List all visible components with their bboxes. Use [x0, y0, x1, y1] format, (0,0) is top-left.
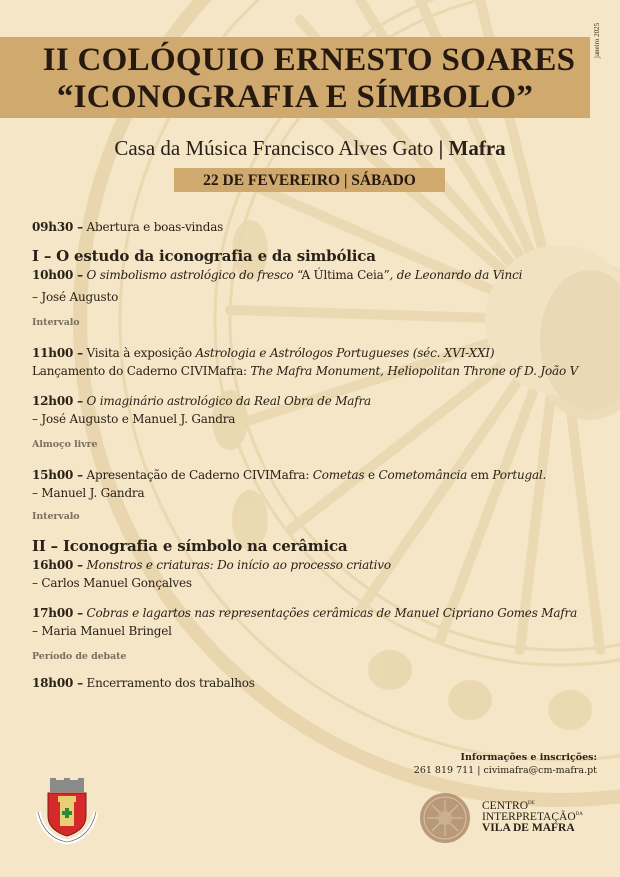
time: 10h00 – — [32, 268, 83, 282]
contact-details — [380, 764, 597, 778]
talk-title-quote: “A Última Ceia” — [297, 268, 390, 282]
break-label: Intervalo — [32, 317, 80, 328]
speaker: – José Augusto e Manuel J. Gandra — [32, 412, 236, 426]
time: 18h00 – — [32, 676, 83, 690]
item-text: Visita à exposição — [86, 346, 196, 360]
venue-separator: | — [438, 136, 444, 160]
book-title: The Mafra Monument, Heliopolitan Throne of D. João V — [250, 364, 579, 378]
program-item-visit — [32, 344, 607, 362]
exhibition-title: Astrologia e Astrólogos Portugueses (séc. XVI-XXI) — [195, 346, 495, 360]
event-subtitle: “ICONOGRAFIA E SÍMBOLO” — [56, 79, 534, 115]
talk-title-end: , de Leonardo da Vinci — [389, 268, 523, 282]
break-label: Intervalo — [32, 511, 80, 522]
program-item-opening — [32, 218, 607, 236]
program-item-launch — [32, 362, 607, 380]
program-item-talk — [32, 604, 607, 622]
section-title-2: II – Iconografia e símbolo na cerâmica — [32, 537, 348, 555]
centre-logo-text — [482, 801, 583, 834]
program-item-talk — [32, 466, 607, 484]
talk-title: O simbolismo astrológico do fresco — [86, 268, 298, 282]
time: 15h00 – — [32, 468, 83, 482]
program-item-talk — [32, 392, 607, 410]
coat-of-arms-icon — [36, 778, 98, 846]
debate-label: Período de debate — [32, 651, 127, 662]
phone-number[interactable]: 261 819 711 — [413, 765, 475, 776]
program-item-talk — [32, 556, 607, 574]
logo-line: INTERPRETAÇÃO — [482, 811, 576, 823]
logo-small: DA — [575, 812, 583, 817]
contact-separator: | — [477, 765, 481, 776]
speaker: – José Augusto — [32, 290, 119, 304]
book-title-part: em — [467, 468, 493, 482]
talk-title: Cobras e lagartos nas representações cerâmicas de Manuel Cipriano Gomes Mafra — [86, 606, 578, 620]
section-title-1: I – O estudo da iconografia e da simbólica — [32, 247, 376, 265]
item-text: Apresentação de Caderno CIVIMafra: — [86, 468, 313, 482]
book-title-part: Cometomância — [378, 468, 468, 482]
item-text: Encerramento dos trabalhos — [86, 676, 255, 690]
logo-line: CENTRO — [482, 800, 528, 812]
time: 09h30 – — [32, 220, 83, 234]
time: 17h00 – — [32, 606, 83, 620]
talk-title: O imaginário astrológico da Real Obra de Mafra — [86, 394, 371, 408]
program — [32, 218, 607, 692]
book-title-part: Portugal. — [492, 468, 547, 482]
item-text: Lançamento do Caderno CIVIMafra: — [32, 364, 251, 378]
speaker: – Carlos Manuel Gonçalves — [32, 576, 192, 590]
venue — [0, 136, 620, 161]
logo-line: VILA DE MAFRA — [482, 822, 575, 834]
speaker: – Manuel J. Gandra — [32, 486, 145, 500]
speaker: – Maria Manuel Bringel — [32, 624, 172, 638]
date-banner: 22 DE FEVEREIRO | SÁBADO — [174, 168, 445, 192]
item-text: Abertura e boas-vindas — [86, 220, 224, 234]
time: 12h00 – — [32, 394, 83, 408]
book-title-part: e — [364, 468, 379, 482]
contact-heading: Informações e inscrições: — [460, 752, 597, 763]
program-item-closing — [32, 674, 607, 692]
venue-name: Casa da Música Francisco Alves Gato — [114, 136, 434, 160]
venue-city: Mafra — [448, 136, 506, 160]
edition-date: janeiro 2025 — [593, 22, 601, 59]
lunch-label: Almoço livre — [32, 439, 98, 450]
time: 11h00 – — [32, 346, 83, 360]
time: 16h00 – — [32, 558, 83, 572]
sun-medallion-icon — [419, 792, 471, 844]
email-link[interactable]: civimafra@cm-mafra.pt — [483, 765, 597, 776]
logo-small: DE — [528, 801, 535, 806]
event-title: II COLÓQUIO ERNESTO SOARES — [42, 42, 576, 78]
program-item-talk — [32, 266, 607, 284]
title-banner — [0, 37, 590, 118]
book-title-part: Cometas — [312, 468, 365, 482]
talk-title: Monstros e criaturas: Do início ao processo criativo — [86, 558, 391, 572]
contact-info — [380, 751, 597, 778]
